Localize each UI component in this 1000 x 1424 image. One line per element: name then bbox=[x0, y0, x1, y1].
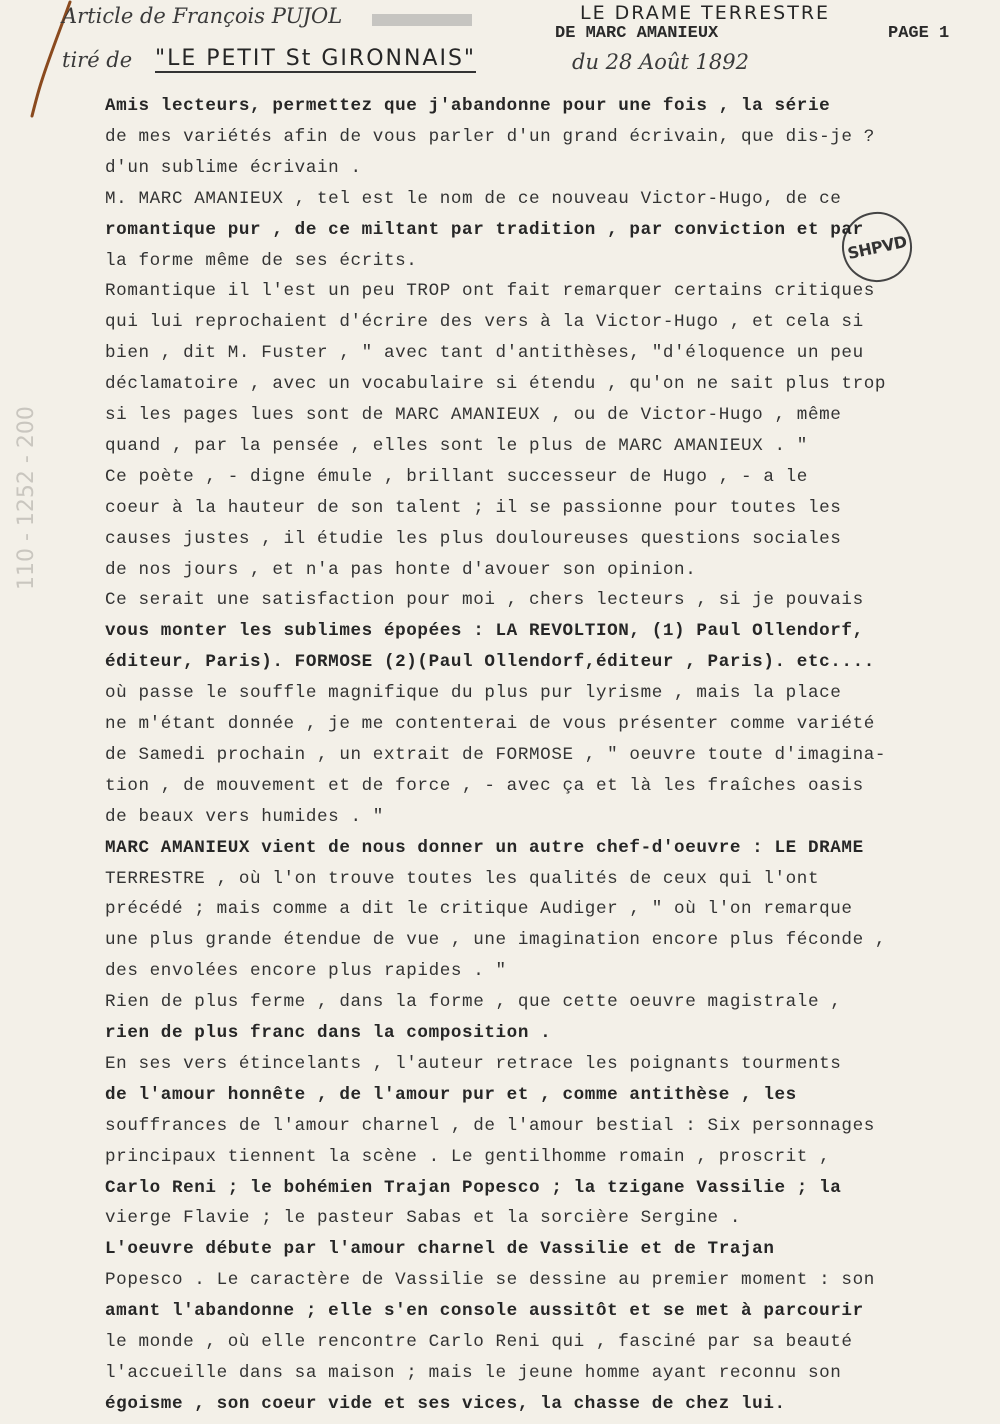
body-line: principaux tiennent la scène . Le gentilhomme romain , proscrit , bbox=[105, 1146, 831, 1167]
body-line: qui lui reprochaient d'écrire des vers à la Victor-Hugo , et cela si bbox=[105, 312, 864, 333]
body-line: de Samedi prochain , un extrait de FORMOSE , " oeuvre toute d'imagina- bbox=[105, 744, 887, 765]
body-line: une plus grande étendue de vue , une imagination encore plus féconde , bbox=[105, 930, 887, 951]
margin-pencil-note: 110 - 1252 - 200 bbox=[14, 406, 39, 590]
body-line: TERRESTRE , où l'on trouve toutes les qualités de ceux qui l'ont bbox=[105, 868, 820, 889]
page-number: PAGE 1 bbox=[888, 24, 950, 43]
typed-author: DE MARC AMANIEUX bbox=[555, 24, 719, 43]
shpvd-stamp: SHPVD bbox=[835, 205, 918, 288]
body-line: ne m'étant donnée , je me contenterai de vous présenter comme variété bbox=[105, 714, 875, 734]
body-line: amant l'abandonne ; elle s'en console aussitôt et se met à parcourir bbox=[105, 1301, 864, 1322]
body-line: vierge Flavie ; le pasteur Sabas et la sorcière Sergine . bbox=[105, 1208, 742, 1229]
body-line: Rien de plus ferme , dans la forme , que cette oeuvre magistrale , bbox=[105, 992, 842, 1013]
body-line: Ce serait une satisfaction pour moi , chers lecteurs , si je pouvais bbox=[105, 590, 864, 611]
body-line: En ses vers étincelants , l'auteur retrace les poignants tourments bbox=[105, 1053, 842, 1074]
body-line: causes justes , il étudie les plus douloureuses questions sociales bbox=[105, 528, 842, 549]
body-line: Popesco . Le caractère de Vassilie se dessine au premier moment : son bbox=[105, 1270, 875, 1291]
body-line: bien , dit M. Fuster , " avec tant d'antithèses, "d'éloquence un peu bbox=[105, 343, 864, 364]
handwritten-title: LE DRAME TERRESTRE bbox=[580, 2, 831, 24]
body-line: de mes variétés afin de vous parler d'un grand écrivain, que dis-je ? bbox=[105, 126, 875, 147]
body-line: rien de plus franc dans la composition . bbox=[105, 1023, 552, 1043]
body-line: tion , de mouvement et de force , - avec ça et là les fraîches oasis bbox=[105, 775, 864, 796]
strikethrough-smudge bbox=[372, 14, 472, 26]
handwritten-article-credit: Article de François PUJOL bbox=[62, 4, 343, 28]
body-line: Romantique il l'est un peu TROP ont fait remarquer certains critiques bbox=[105, 281, 875, 302]
body-line: précédé ; mais comme a dit le critique Audiger , " où l'on remarque bbox=[105, 899, 853, 920]
body-line: Carlo Reni ; le bohémien Trajan Popesco ; la tzigane Vassilie ; la bbox=[105, 1177, 842, 1198]
body-line: MARC AMANIEUX vient de nous donner un autre chef-d'oeuvre : LE DRAME bbox=[105, 837, 864, 858]
newspaper-name-text: "LE PETIT St GIRONNAIS" bbox=[155, 46, 477, 71]
body-line: de nos jours , et n'a pas honte d'avouer son opinion. bbox=[105, 559, 697, 580]
body-line: quand , par la pensée , elles sont le plus de MARC AMANIEUX . " bbox=[105, 435, 808, 456]
body-line: l'accueille dans sa maison ; mais le jeune homme ayant reconnu son bbox=[105, 1362, 842, 1383]
body-line: coeur à la hauteur de son talent ; il se passionne pour toutes les bbox=[105, 497, 842, 518]
body-line: le monde , où elle rencontre Carlo Reni qui , fasciné par sa beauté bbox=[105, 1332, 853, 1352]
handwritten-source-prefix: tiré de bbox=[62, 48, 133, 72]
body-line: éditeur, Paris). FORMOSE (2)(Paul Ollendorf,éditeur , Paris). etc.... bbox=[105, 652, 875, 673]
body-line: d'un sublime écrivain . bbox=[105, 157, 362, 178]
body-line: si les pages lues sont de MARC AMANIEUX , ou de Victor-Hugo , même bbox=[105, 405, 842, 425]
body-line: vous monter les sublimes épopées : LA REVOLTION, (1) Paul Ollendorf, bbox=[105, 621, 864, 642]
body-line: M. MARC AMANIEUX , tel est le nom de ce nouveau Victor-Hugo, de ce bbox=[105, 188, 842, 209]
body-line: la forme même de ses écrits. bbox=[105, 250, 418, 271]
body-line: Ce poète , - digne émule , brillant successeur de Hugo , - a le bbox=[105, 466, 808, 487]
body-line: égoisme , son coeur vide et ses vices, la chasse de chez lui. bbox=[105, 1393, 786, 1414]
body-line: de beaux vers humides . " bbox=[105, 806, 384, 827]
body-line: déclamatoire , avec un vocabulaire si étendu , qu'on ne sait plus trop bbox=[105, 374, 887, 395]
body-line: des envolées encore plus rapides . " bbox=[105, 961, 507, 982]
body-line: souffrances de l'amour charnel , de l'amour bestial : Six personnages bbox=[105, 1115, 875, 1136]
handwritten-newspaper-name bbox=[155, 46, 476, 71]
handwritten-date: du 28 Août 1892 bbox=[572, 50, 749, 74]
body-line: de l'amour honnête , de l'amour pur et , comme antithèse , les bbox=[105, 1084, 797, 1105]
body-line: L'oeuvre débute par l'amour charnel de Vassilie et de Trajan bbox=[105, 1239, 775, 1260]
body-line: romantique pur , de ce miltant par tradition , par conviction et par bbox=[105, 219, 864, 240]
body-line: Amis lecteurs, permettez que j'abandonne pour une fois , la série bbox=[105, 96, 831, 116]
body-line: où passe le souffle magnifique du plus pur lyrisme , mais la place bbox=[105, 683, 842, 704]
